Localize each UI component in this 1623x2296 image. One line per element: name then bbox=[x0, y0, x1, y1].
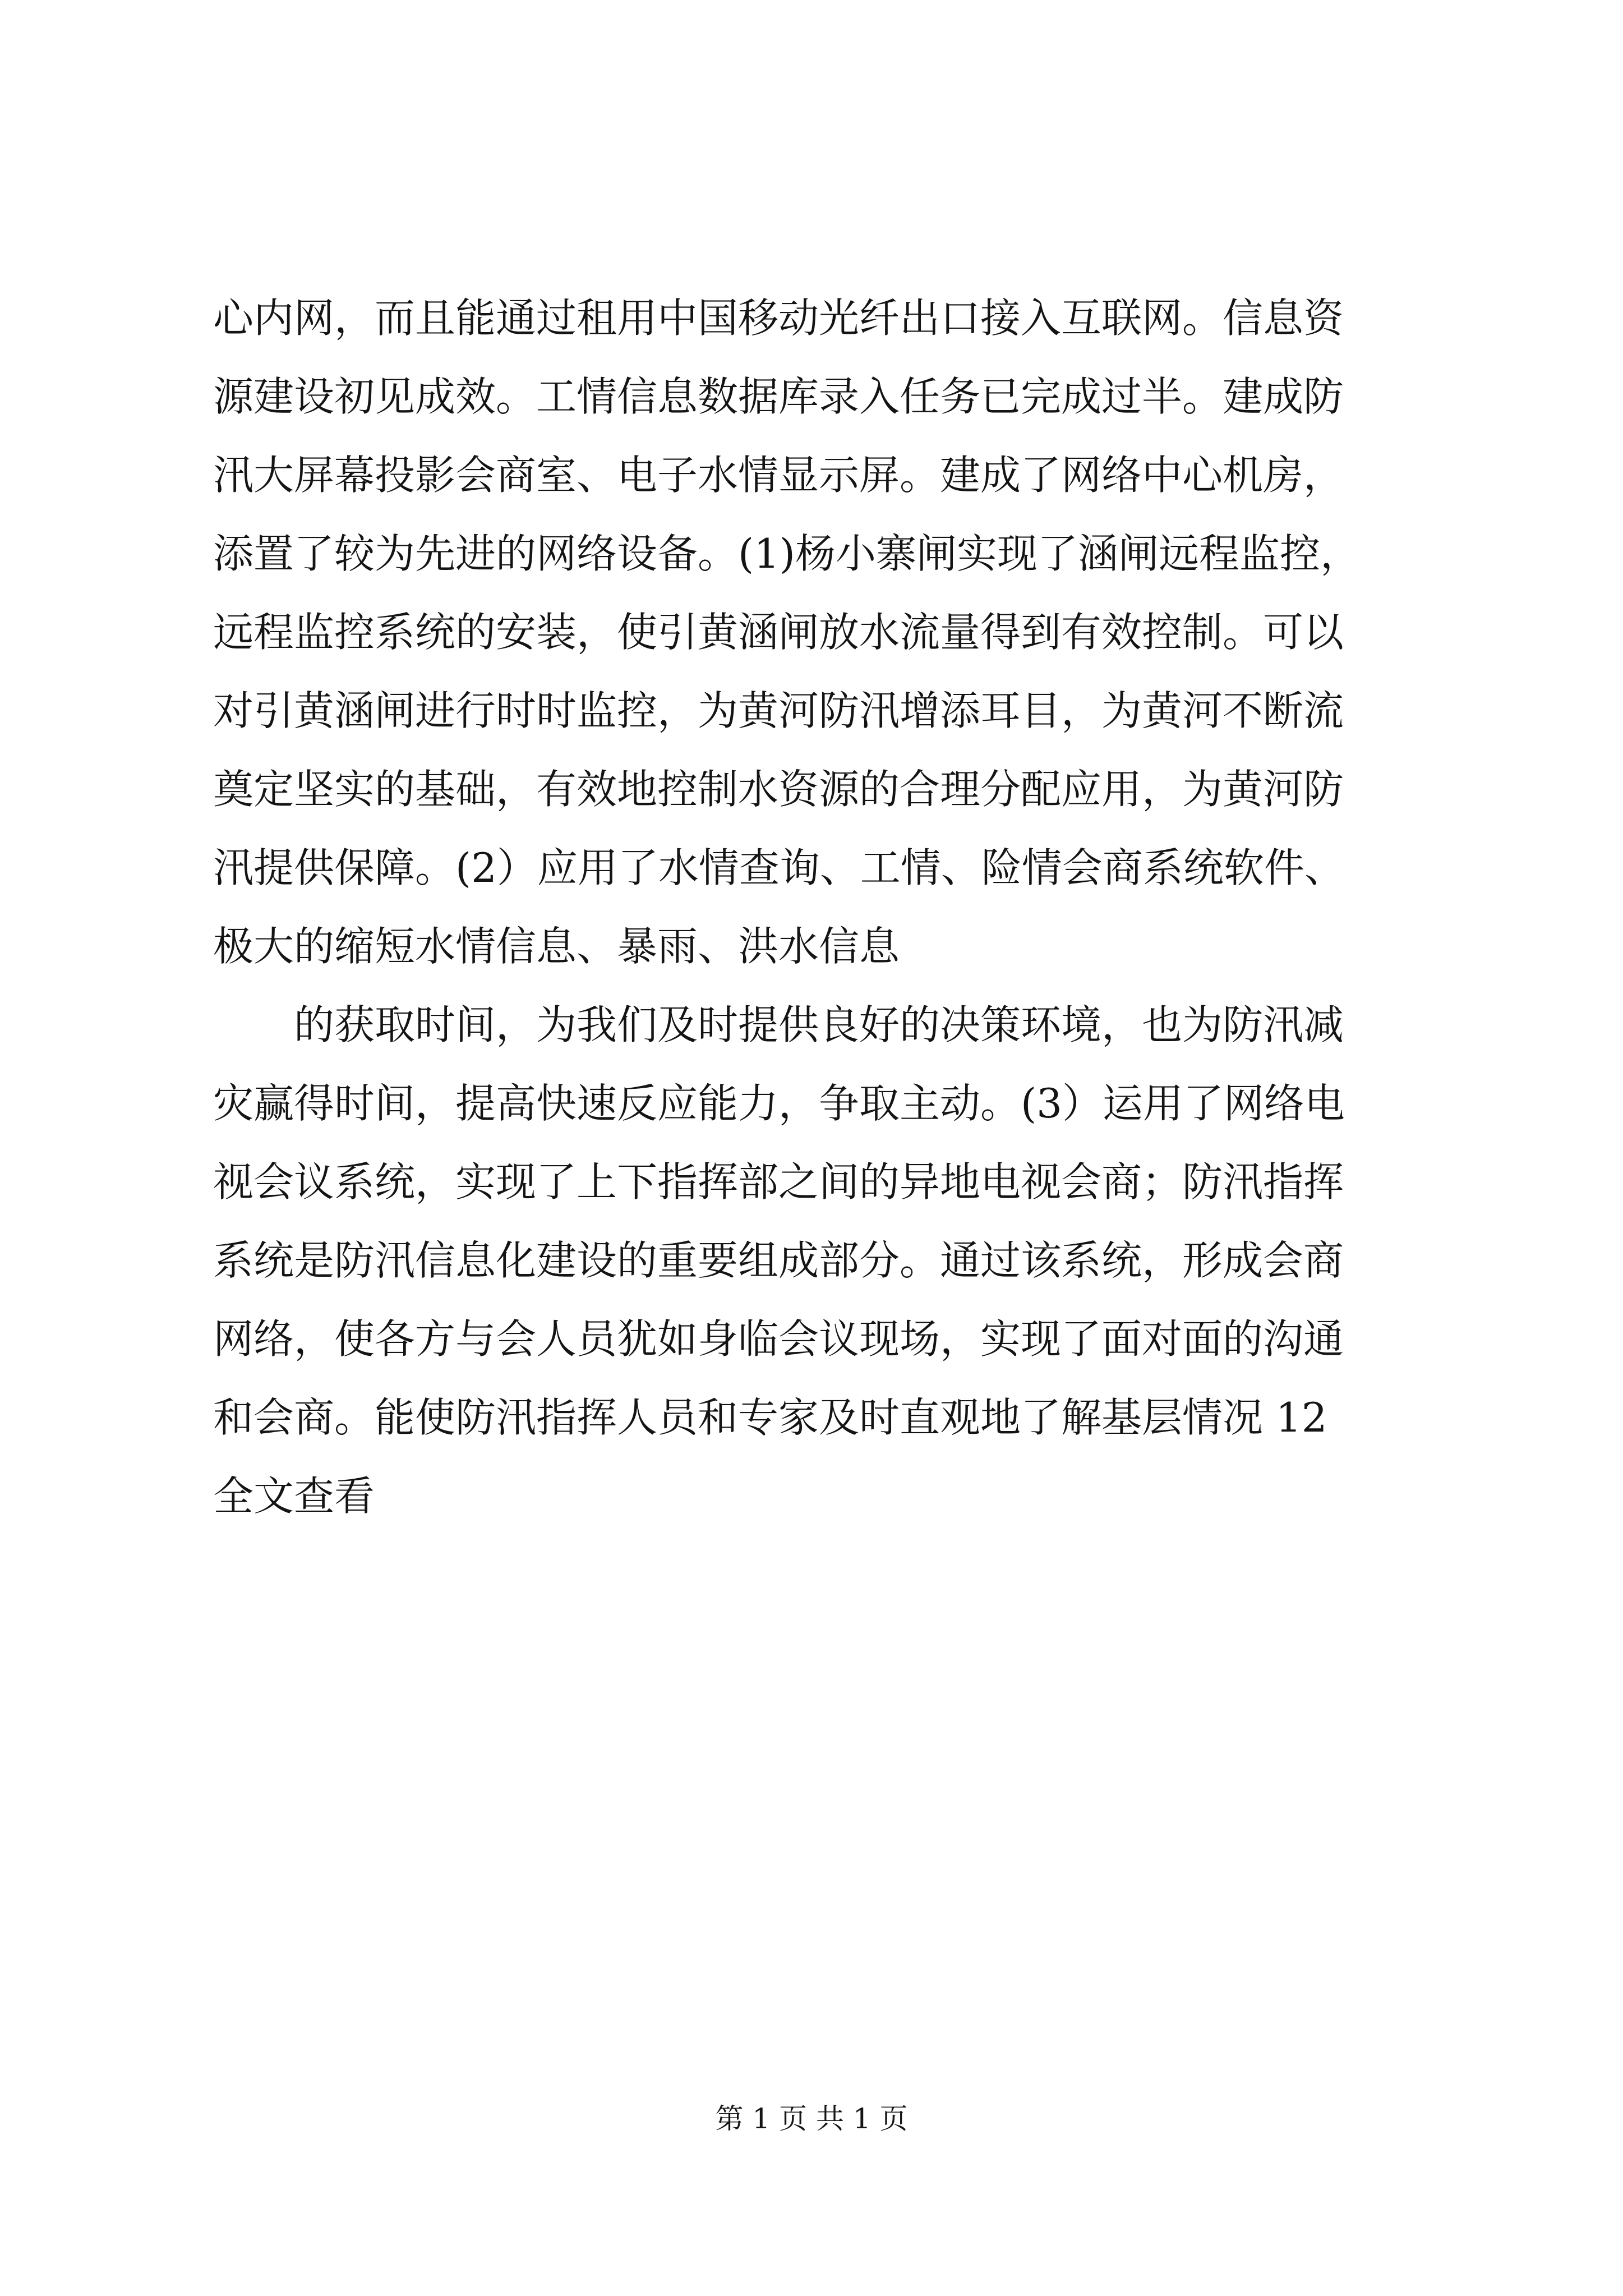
text-line: 对引黄涵闸进行时时监控，为黄河防汛增添耳目，为黄河不断流 bbox=[213, 687, 1344, 734]
text-line: 灾赢得时间，提高快速反应能力，争取主动。(3）运用了网络电 bbox=[213, 1080, 1345, 1127]
text-line: 心内网，而且能通过租用中国移动光纤出口接入互联网。信息资 bbox=[213, 295, 1344, 342]
full-text-link[interactable]: 全文查看 bbox=[213, 1473, 375, 1520]
text-line: 汛大屏幕投影会商室、电子水情显示屏。建成了网络中心机房， bbox=[213, 452, 1344, 499]
text-line: 奠定坚实的基础，有效地控制水资源的合理分配应用，为黄河防 bbox=[213, 766, 1344, 813]
text-line: 视会议系统，实现了上下指挥部之间的异地电视会商；防汛指挥 bbox=[213, 1158, 1344, 1205]
paragraph-first-line: 的获取时间，为我们及时提供良好的决策环境，也为防汛减 bbox=[294, 1001, 1344, 1048]
text-line: 系统是防汛信息化建设的重要组成部分。通过该系统，形成会商 bbox=[213, 1237, 1344, 1284]
body-text bbox=[213, 292, 1424, 1548]
text-line: 远程监控系统的安装，使引黄涵闸放水流量得到有效控制。可以 bbox=[213, 609, 1344, 656]
text-line: 网络，使各方与会人员犹如身临会议现场，实现了面对面的沟通 bbox=[213, 1315, 1344, 1363]
text-line: 汛提供保障。(2）应用了水情查询、工情、险情会商系统软件、 bbox=[213, 844, 1345, 891]
text-line: 极大的缩短水情信息、暴雨、洪水信息 bbox=[213, 923, 900, 970]
text-line: 源建设初见成效。工情信息数据库录入任务已完成过半。建成防 bbox=[213, 373, 1344, 420]
page-number-footer: 第 1 页 共 1 页 bbox=[715, 2102, 908, 2135]
text-line: 添置了较为先进的网络设备。(1)杨小寨闸实现了涵闸远程监控， bbox=[213, 530, 1361, 577]
text-line: 和会商。能使防汛指挥人员和专家及时直观地了解基层情况 12 bbox=[213, 1394, 1327, 1441]
